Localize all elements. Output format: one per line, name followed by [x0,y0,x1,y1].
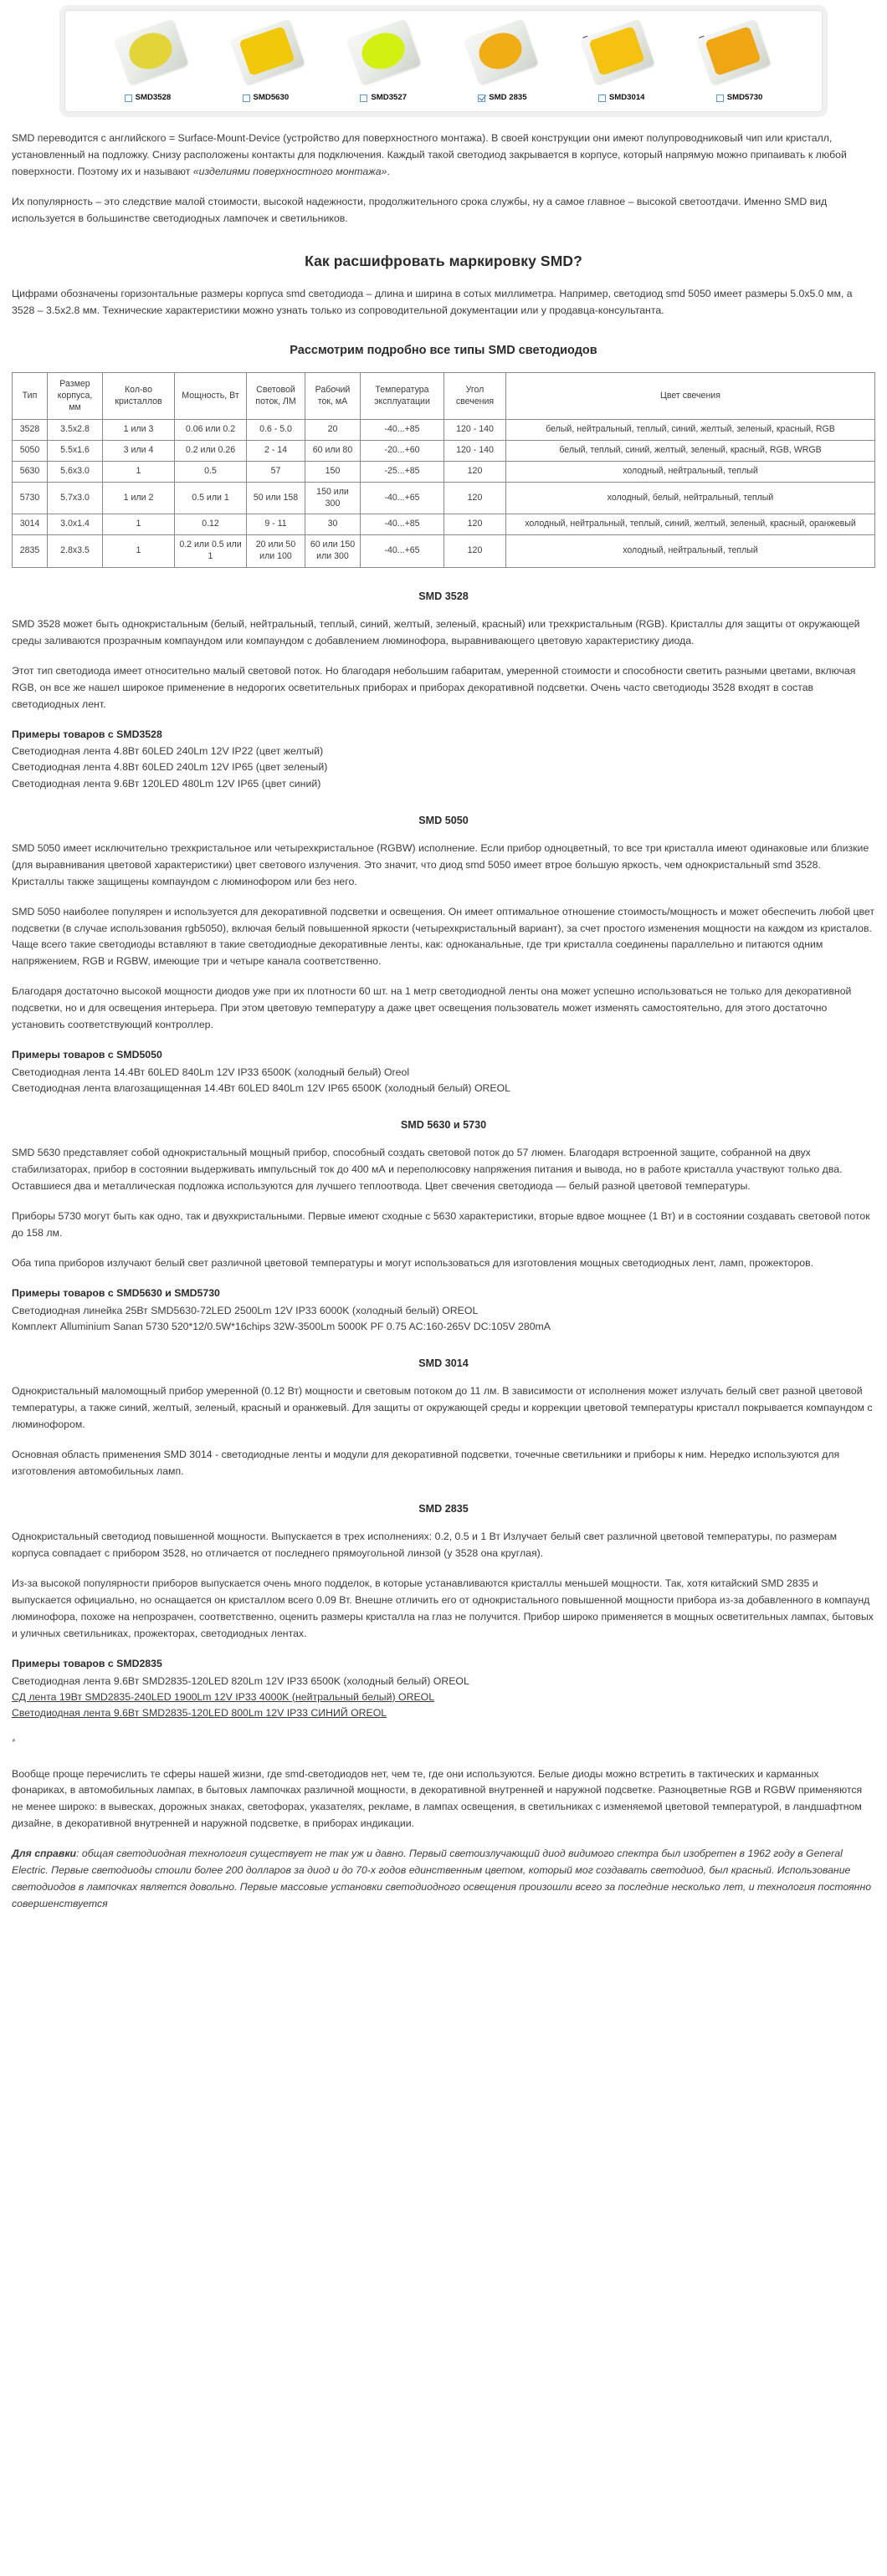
checkbox-icon[interactable] [125,95,132,102]
intro-paragraph-1 [12,130,875,181]
led-photo-smd5730 [696,21,773,83]
section-title-2835: SMD 2835 [418,1502,469,1515]
table-cell-кол-во: 1 или 2 [103,482,175,514]
table-cell-тип: 3014 [13,514,48,535]
table-cell-размер: 3.5x2.8 [48,420,103,441]
s5050-examples-list [12,1065,875,1096]
closing-paragraph: Вообще проще перечислить те сферы нашей жизни, где smd-светодиодов нет, чем те, где они используются. Белые диоды можно встретить в тактических и карманных фонариках, в автомобильных лампах, в бытовых лампочках различной мощности, в декоративной внутренней и наружной подсветке. Разноцветные RGB и RGBW применяются не менее широко: в вывесках, дорожных знаках, светофорах, указателях, рекламе, в лампах освещения, в светильниках с изменяемой цветовой температурой, в ландшафтном дизайне, в декоративной внутренней и наружной подсветке, в приборах индикации. [12,1767,863,1830]
section-title-5050: SMD 5050 [418,814,469,826]
table-cell-температура: -25...+85 [361,462,444,483]
table-row [13,441,875,462]
intro-text-a: SMD переводится с английского = Surface-Mount-Device (устройство для поверхностного монтажа). В своей конструкции они имеют полупроводниковый чип или кристалл, установленный на подложку. Снизу расположены контакты для подключения. Каждый такой светодиод закрывается в корпусе, который напрямую можно припаивать к любой поверхности. Поэтому их и называют [12,132,847,177]
s3528-examples-heading: Примеры товаров с SMD3528 [12,728,162,740]
table-cell-температура: -40...+85 [361,420,444,441]
table-cell-рабочий: 20 [305,420,361,441]
led-photo-smd3527 [346,21,423,83]
s2835-paragraph-1: Однокристальный светодиод повышенной мощности. Выпускается в трех исполнениях: 0.2, 0.5 и 1 Вт Излучает белый свет различной цветовой температуры, по размерам корпуса совпадает с прибором 3528, но отличается от последнего прямоугольной линзой (у 3528 она круглая). [12,1531,838,1560]
list-item [12,1689,875,1705]
table-cell-цвет: белый, теплый, синий, желтый, зеленый, красный, RGB, WRGB [506,441,875,462]
table-cell-мощность: 0.5 [175,462,247,483]
table-cell-температура: -20...+60 [361,441,444,462]
led-photo-smd2835 [464,21,541,83]
product-link[interactable]: Светодиодная лента 9.6Вт SMD2835-120LED 820Lm 12V IP33 6500K (холодный белый) OREOL [12,1674,469,1687]
table-cell-тип: 2835 [13,535,48,568]
table-cell-тип: 5730 [13,482,48,514]
product-link[interactable]: Комплект Alluminium Sanan 5730 520*12/0.5W*16chips 32W-3500Lm 5000K PF 0.75 AC:160-265V DC:105V 280mA [12,1320,551,1332]
table-cell-размер: 5.7x3.0 [48,482,103,514]
list-item [12,759,875,775]
checkbox-icon[interactable] [598,95,606,102]
table-cell-угол: 120 - 140 [444,420,506,441]
table-cell-мощность: 0.2 или 0.5 или 1 [175,535,247,568]
s2835-paragraph-2: Из-за высокой популярности приборов выпускается очень много подделок, в которые устанавливаются кристаллы меньшей мощности. Так, хотя китайский SMD 2835 и выпускается официально, но оснащается он кристаллом всего 0.09 Вт. Внешне отличить его от однокристального повышенной мощности прибора из-за добавленного в компаунд люминофора, похоже на непрозрачен, соответственно, оценить размеры кристалла на глаз не получится. Прибор широко применяется в мощных осветительных лампах, бытовых и уличных светильниках, прожекторах, светодиодных лентах. [12,1577,874,1639]
table-cell-размер: 3.0x1.4 [48,514,103,535]
product-link[interactable]: Светодиодная лента 9.6Вт SMD2835-120LED 800Lm 12V IP33 СИНИЙ OREOL [12,1706,387,1719]
smd-types-table [12,372,875,567]
table-row [13,535,875,568]
intro-text-b: . [387,165,390,177]
s5050-paragraph-1: SMD 5050 имеет исключительно трехкристальное или четырехкристальное (RGBW) исполнение. Если прибор одноцветный, то все три кристалла имеют одинаковые или близкие (для выравнивания цветовой характеристики) цвет светового излучения. Это значит, что диод smd 5050 имеет втрое большую яркость, чем однокристальный smd 3528. Кристаллы также защищены компаундом с люминофором или без него. [12,841,869,887]
table-cell-угол: 120 [444,535,506,568]
table-cell-цвет: холодный, нейтральный, теплый, синий, желтый, зеленый, красный, оранжевый [506,514,875,535]
table-cell-рабочий: 150 [305,462,361,483]
heading-table: Рассмотрим подробно все типы SMD светодиодов [290,343,597,357]
checkbox-checked-icon[interactable] [478,95,485,102]
col-angle: Угол свечения [444,373,506,420]
section-title-3528: SMD 3528 [418,590,469,602]
table-row [13,420,875,441]
led-label-smd3528[interactable] [125,91,172,105]
table-cell-температура: -40...+65 [361,482,444,514]
led-label-text: SMD 2835 [489,93,527,103]
table-cell-световой: 9 - 11 [247,514,305,535]
list-item [12,1319,875,1335]
footnote-label: Для справки [12,1848,77,1860]
table-cell-тип: 5050 [13,441,48,462]
col-type: Тип [13,373,48,420]
led-photo-smd3014 [580,21,657,83]
table-cell-мощность: 0.12 [175,514,247,535]
table-cell-мощность: 0.06 или 0.2 [175,420,247,441]
intro-emphasis: «изделиями поверхностного монтажа» [192,165,387,177]
table-cell-тип: 3528 [13,420,48,441]
table-cell-кол-во: 1 [103,514,175,535]
list-item [12,1081,875,1096]
s5050-paragraph-3: Благодаря достаточно высокой мощности диодов уже при их плотности 60 шт. на 1 метр светодиодной ленты она может успешно использоваться не только для декоративной подсветки, но и для освещения интерьера. При этом цветовую температуру а даже цвет освещения пользователь может изменять самостоятельно, для этого достаточно установить соответствующий контроллер. [12,985,852,1031]
list-item [12,744,875,759]
led-photo-row [65,18,822,83]
table-cell-рабочий: 60 или 150 или 300 [305,535,361,568]
table-cell-мощность: 0.5 или 1 [175,482,247,514]
s5630-paragraph-2: Приборы 5730 могут быть как одно, так и двухкристальными. Первые имеют сходные с 5630 характеристики, вторые вдвое мощнее (1 Вт) и в состоянии создавать световой поток до 158 лм. [12,1210,870,1239]
product-link[interactable]: Светодиодная лента 4.8Вт 60LED 240Lm 12V IP22 (цвет желтый) [12,745,324,758]
table-cell-размер: 2.8x3.5 [48,535,103,568]
list-item [12,1303,875,1319]
table-cell-световой: 57 [247,462,305,483]
heading-marking: Как расшифровать маркировку SMD? [305,252,582,269]
table-cell-мощность: 0.2 или 0.26 [175,441,247,462]
product-link[interactable]: Светодиодная линейка 25Вт SMD5630-72LED 2500Lm 12V IP33 6000K (холодный белый) OREOL [12,1304,479,1316]
product-link[interactable]: Светодиодная лента 4.8Вт 60LED 240Lm 12V IP65 (цвет зеленый) [12,761,328,774]
table-cell-световой: 0.6 - 5.0 [247,420,305,441]
led-label-text: SMD3528 [135,93,172,103]
s5630-paragraph-3: Оба типа приборов излучают белый свет различной цветовой температуры и могут использоваться для изготовления мощных светодиодных лент, ламп, прожекторов. [12,1256,814,1269]
product-link[interactable]: Светодиодная лента 14.4Вт 60LED 840Lm 12V IP33 6500K (холодный белый) Oreol [12,1066,410,1078]
col-flux: Световой поток, ЛМ [247,373,305,420]
s5630-paragraph-1: SMD 5630 представляет собой однокристальный мощный прибор, способный создать световой поток до 57 люмен. Благодаря встроенной защите, собранной на двух стабилизаторах, прибор в состоянии выдерживать импульсный ток до 400 мА и переполюсовку напряжения питания и вывода, но в работе кристалла участвуют только два. Оставшиеся два и металлическая подложка используются для лучшего теплоотвода. Цвет свечения светодиода — белый разной цветовой температуры. [12,1147,843,1193]
led-label-text: SMD3014 [608,93,645,103]
col-current: Рабочий ток, мА [305,373,361,420]
table-cell-цвет: холодный, белый, нейтральный, теплый [506,482,875,514]
table-cell-световой: 2 - 14 [247,441,305,462]
s5630-examples-heading: Примеры товаров с SMD5630 и SMD5730 [12,1286,220,1299]
col-crystals: Кол-во кристаллов [103,373,175,420]
table-cell-температура: -40...+65 [361,535,444,568]
smd-led-photo-strip [64,10,823,112]
checkbox-icon[interactable] [243,95,250,102]
col-power: Мощность, Вт [175,373,247,420]
section-title-3014: SMD 3014 [418,1357,469,1369]
led-label-smd2835[interactable] [478,91,526,105]
table-cell-тип: 5630 [13,462,48,483]
list-item [12,1065,875,1081]
table-cell-цвет: холодный, нейтральный, теплый [506,462,875,483]
led-label-smd5630[interactable] [243,91,290,105]
led-label-smd3014[interactable] [598,91,645,105]
table-body [13,420,875,567]
s3528-paragraph-1: SMD 3528 может быть однокристальным (белый, нейтральный, теплый, синий, желтый, зеленый, красный) или трехкристальным (RGB). Кристаллы для защиты от окружающей среды заливаются прозрачным компаундом или компаундом с добавлением люминофора, выравнивающего цветовую характеристику диода. [12,617,860,647]
table-cell-цвет: холодный, нейтральный, теплый [506,535,875,568]
col-color: Цвет свечения [506,373,875,420]
table-cell-рабочий: 60 или 80 [305,441,361,462]
table-cell-кол-во: 1 [103,535,175,568]
table-cell-температура: -40...+85 [361,514,444,535]
section-title-5630-5730: SMD 5630 и 5730 [400,1119,487,1132]
list-item [12,776,875,792]
table-row [13,482,875,514]
s5050-paragraph-2: SMD 5050 наиболее популярен и используется для декоративной подсветки и освещения. Он имеет оптимальное отношение стоимость/мощность и может обеспечить любой цвет подсветки (в случае использования rgb5050), включая белый повышенной яркости (четырехкристальный вариант), за счет простого изменения мощности на каждом из кристалов. Чаще всего такие светодиоды вставляют в такие светодиодные декоративные ленты, как: одноканальные, где три кристалла соединены параллельно и питаются одним напряжением, RGB и RGBW, имеющие три и четыре канала соответственно. [12,905,874,968]
footnote-text: : общая светодиодная технология существует не так уж и давно. Первый светоизлучающий диод видимого спектра был изобретен в 1962 году в General Electric. Первые светодиоды стоили более 200 долларов за диод и до 70-х годов единственным цветом, который мог создавать светодиод, был красный. Использование светодиодов в лампочках является довольно. Первые массовые установки светодиодного освещения произошли всего за последние несколько лет, и технология постоянно совершенствуется [12,1848,872,1909]
table-cell-световой: 20 или 50 или 100 [247,535,305,568]
table-cell-цвет: белый, нейтральный, теплый, синий, желтый, зеленый, красный, RGB [506,420,875,441]
checkbox-icon[interactable] [360,95,367,102]
intro-paragraph-2: Их популярность – это следствие малой стоимости, высокой надежности, продолжительного срока службы, ну а самое главное – высокой светоотдачи. Именно SMD вид используется в большинстве светодиодных лампочек и светильников. [12,195,828,224]
col-size: Размер корпуса, мм [48,373,103,420]
checkbox-icon[interactable] [716,95,724,102]
s5630-examples-list [12,1303,875,1335]
product-link[interactable]: Светодиодная лента 9.6Вт 120LED 480Lm 12V IP65 (цвет синий) [12,777,321,790]
s3528-examples-list [12,744,875,791]
led-label-text: SMD5630 [253,93,290,103]
led-label-text: SMD3527 [371,93,408,103]
table-cell-угол: 120 [444,514,506,535]
table-cell-кол-во: 1 [103,462,175,483]
table-cell-кол-во: 3 или 4 [103,441,175,462]
product-link[interactable]: СД лента 19Вт SMD2835-240LED 1900Lm 12V IP33 4000K (нейтральный белый) OREOL [12,1690,435,1703]
led-label-text: SMD5730 [726,93,763,103]
led-label-row [65,91,822,105]
hero-image-wrapper [12,0,875,115]
s3014-paragraph-2: Основная область применения SMD 3014 - светодиодные ленты и модули для декоративной подсветки, точечные светильники и приборы к ним. Нередко используются для изготовления автомобильных ламп. [12,1448,840,1477]
table-row [13,462,875,483]
footnote-asterisk: * [12,1735,16,1748]
col-temp: Температура эксплуатации [361,373,444,420]
table-header-row [13,373,875,420]
table-cell-размер: 5.6x3.0 [48,462,103,483]
led-label-smd5730[interactable] [716,91,763,105]
table-row [13,514,875,535]
product-link[interactable]: Светодиодная лента влагозащищенная 14.4Вт 60LED 840Lm 12V IP65 6500K (холодный белый) OREOL [12,1081,510,1094]
s3014-paragraph-1: Однокристальный маломощный прибор умеренной (0.12 Вт) мощности и световым потоком до 11 лм. В зависимости от исполнения может излучать белый свет разной цветовой температуры, а также синий, желтый, зеленый, красный и оранжевый. Для защиты от окружающей среды и коррекции цветовой температуры кристалл покрывается компаундом с люминофором. [12,1385,873,1431]
s2835-examples-heading: Примеры товаров с SMD2835 [12,1657,162,1669]
table-cell-световой: 50 или 158 [247,482,305,514]
s2835-examples-list [12,1674,875,1721]
reference-footnote [12,1846,875,1913]
led-photo-smd5630 [230,21,307,83]
list-item [12,1674,875,1689]
table-cell-рабочий: 150 или 300 [305,482,361,514]
table-cell-рабочий: 30 [305,514,361,535]
led-label-smd3527[interactable] [360,91,407,105]
marking-paragraph: Цифрами обозначены горизонтальные размеры корпуса smd светодиода – длина и ширина в сотых миллиметра. Например, светодиод smd 5050 имеет размеры 5.0х5.0 мм, а 3528 – 3.5х2.8 мм. Технические характеристики можно узнать только из сопроводительной документации или у продавца-консультанта. [12,287,853,316]
s3528-paragraph-2: Этот тип светодиода имеет относительно малый световой поток. Но благодаря небольшим габаритам, умеренной стоимости и способности светить разными цветами, включая RGB, он все же нашел широкое применение в недорогих осветительных приборах и приборах декоративной подсветки. Очень часто светодиоды 3528 входят в состав светодиодных лент. [12,664,856,710]
table-cell-угол: 120 [444,462,506,483]
table-cell-кол-во: 1 или 3 [103,420,175,441]
table-cell-размер: 5.5x1.6 [48,441,103,462]
s5050-examples-heading: Примеры товаров с SMD5050 [12,1049,162,1061]
table-cell-угол: 120 [444,482,506,514]
led-photo-smd3528 [114,21,191,83]
list-item [12,1705,875,1721]
table-cell-угол: 120 - 140 [444,441,506,462]
